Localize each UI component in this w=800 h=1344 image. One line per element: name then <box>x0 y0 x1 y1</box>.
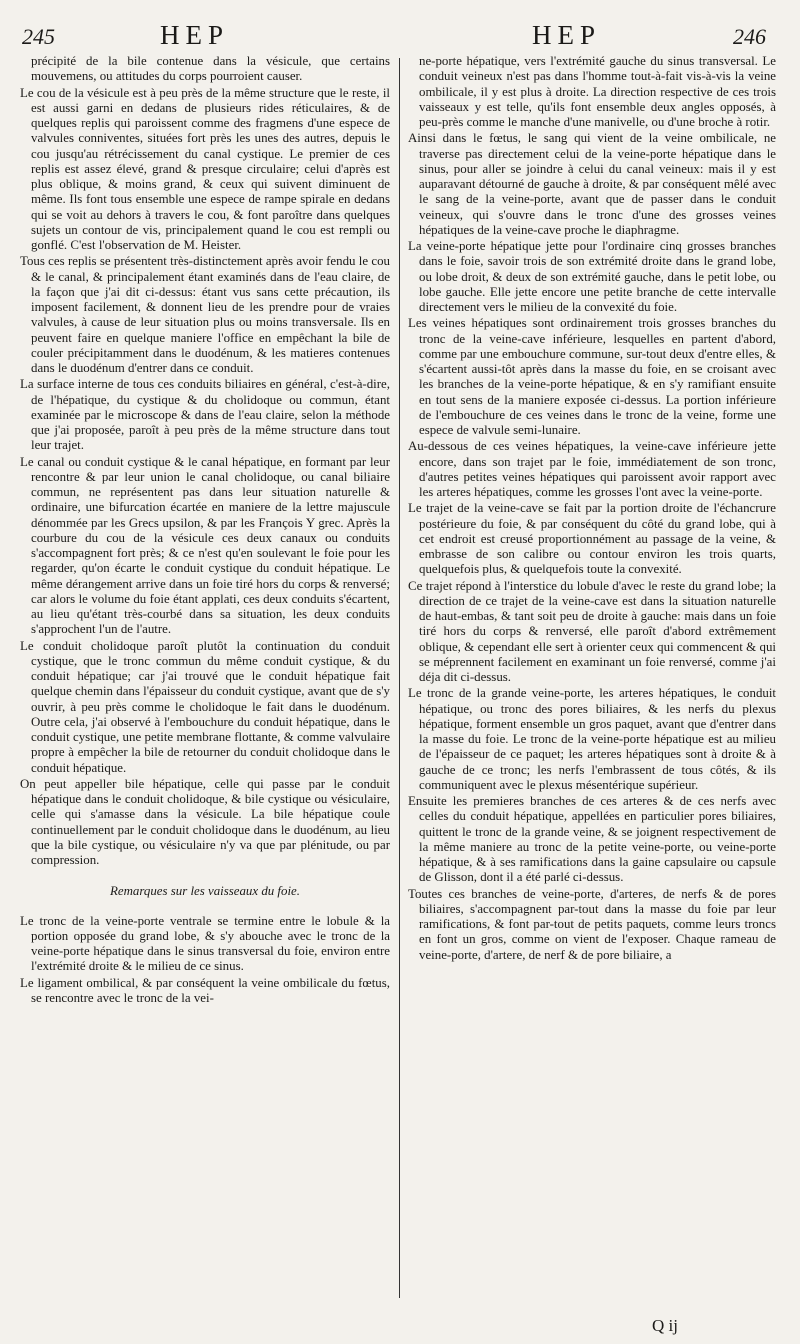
section-title: Remarques sur les vaisseaux du foie. <box>110 884 300 899</box>
paragraph: Le trajet de la veine-cave se fait par la portion droite de l'échancrure postérieure du foie, & par conséquent du côté du grand lobe, qui à cet endroit est creusé proportionnément au passage de la veine, & embrasse de son calibre ou contour environ les trois quarts, quelquefois plus, & quelquefois toute la convexité. <box>408 501 776 577</box>
left-column <box>20 54 390 1304</box>
running-header <box>0 18 800 52</box>
paragraph: ne-porte hépatique, vers l'extrémité gauche du sinus transversal. Le conduit veineux n'est pas dans l'homme tout-à-fait vis-à-vis la veine ombilicale, il y est plus à droite. La direction respective de ces trois vaisseaux y est telle, qu'ils font ensemble deux angles opposés, à peu-près comme le manche d'une manivelle, ou d'une broche à rotir. <box>419 54 776 129</box>
paragraph: Le tronc de la grande veine-porte, les arteres hépatiques, le conduit hépatique, ou tronc des pores biliaires, & les nerfs du plexus hépatique, forment ensemble un gros paquet, avant que d'entrer dans la masse du foie. Le tronc de la veine-porte hépatique est au milieu de l'épaisseur de ce paquet; les arteres hépatiques sont à droite & à gauche de ce tronc; les nerfs l'embrassent de tous côtés, & ils communiquent avec le plexus mésentérique supérieur. <box>408 686 776 792</box>
right-column <box>408 54 776 1304</box>
page-number-right: 246 <box>733 24 766 49</box>
paragraph: Tous ces replis se présentent très-distinctement après avoir fendu le cou & le canal, & principalement étant examinés dans de l'eau claire, de la façon que j'ai dit ci-dessus: étant vus sans cette précaution, ils imposent facilement, & donnent lieu de les prendre pour de vraies valvules, à cause de leur situation plus ou moins transversale. Ils en peuvent faire en quelque maniere l'office en empêchant la bile de couler précipitamment dans le duodénum, & les matieres contenues dans le duodénum d'entrer dans ce conduit. <box>20 254 390 375</box>
paragraph: Le conduit cholidoque paroît plutôt la continuation du conduit cystique, que le tronc commun du même conduit cystique, & du conduit hépatique; car j'ai trouvé que le conduit hépatique fait quelque chemin dans l'épaisseur du conduit cystique, avant que de s'y ouvrir, à peu près comme le cholidoque le fait dans le duodénum. Outre cela, j'ai observé à l'embouchure du conduit hépatique, dans le conduit cystique, une petite membrane flottante, & comme valvulaire propre à empêcher la bile de retourner du conduit cholidoque dans le conduit hépatique. <box>20 638 390 775</box>
paragraph: Le canal ou conduit cystique & le canal hépatique, en formant par leur rencontre & par leur union le canal cholidoque, ou canal biliaire commun, ne représentent pas dans leur situation naturelle & ordinaire, une bifurcation écartée en maniere de la lettre majuscule dénommée par les Grecs upsilon, & par les François Y grec. Après la courbure du cou de la vésicule ces deux canaux ou conduits s'accompagnent fort près; & ce n'est qu'en soulevant le foie pour les regarder, qu'on écarte le conduit cystique du conduit hépatique. Le même dérangement arrive dans un foie tiré hors du corps & renversé; car alors le volume du foie étant applati, ces deux conduits s'écartent, au lieu qu'étant très-courbé dans sa situation, les deux conduits s'approchent l'un de l'autre. <box>20 454 390 637</box>
paragraph: précipité de la bile contenue dans la vésicule, que certains mouvemens, ou attitudes du corps pourroient causer. <box>31 54 390 84</box>
running-title-right: HEP <box>532 20 602 50</box>
paragraph: La veine-porte hépatique jette pour l'ordinaire cinq grosses branches dans le foie, savoir trois de son extrémité droite dans le grand lobe, ou lobe droit, & deux de son extrémité gauche, dans le petit lobe, ou lobe gauche. Elle jette encore une petite branche de cette intervalle directement vers le milieu de la convexité du foie. <box>408 239 776 314</box>
paragraph: Ce trajet répond à l'interstice du lobule d'avec le reste du grand lobe; la direction de ce trajet de la veine-cave est dans la situation naturelle de haut-embas, & tant soit peu de droite à gauche: mais dans un foie tiré hors du corps & renversé, elle paroît d'abord extrêmement oblique, & cependant elle sert à orienter ceux qui commencent & qui se méprennent facilement en examinant un foie renversé, comme j'ai déja dit ci-dessus. <box>408 578 776 684</box>
paragraph: Ainsi dans le fœtus, le sang qui vient de la veine ombilicale, ne traverse pas directement celui de la veine-porte hépatique dans le sinus, pour aller se joindre à celui du canal veineux: mais il y est auparavant détourné de gauche à droite, & par conséquent mêlé avec le sang de la veine-porte, avant que de passer dans le conduit veineux, qui s'ouvre dans le tronc d'une des grosses veines hépatiques de la veine-cave proche le diaphragme. <box>408 131 776 237</box>
column-divider <box>399 58 400 1298</box>
paragraph: On peut appeller bile hépatique, celle qui passe par le conduit hépatique dans le conduit cholidoque, & bile cystique ou vésiculaire, celle qui s'amasse dans la vésicule. La bile hépatique coule continuellement par le conduit cholidoque dans le duodénum, au lieu que la bile cystique, ou vésiculaire n'y va que par plénitude, ou par compression. <box>20 776 390 867</box>
paragraph: Les veines hépatiques sont ordinairement trois grosses branches du tronc de la veine-cave inférieure, lesquelles en partent d'abord, comme par une embouchure commune, sur-tout deux d'entre elles, & s'écartent aussi-tôt après dans la masse du foie, en se croisant avec les branches de la veine-porte hépatique, & en s'y ramifiant ensuite en tout sens de la maniere exposée ci-dessus. La portion inférieure de l'embouchure de ces veines dans le tronc de la veine, forme une espece de valvule semi-lunaire. <box>408 316 776 437</box>
paragraph: Le tronc de la veine-porte ventrale se termine entre le lobule & la portion opposée du grand lobe, & s'y abouche avec le tronc de la veine-porte hépatique dans le sinus transversal du foie, environ entre l'extrémité droite & le milieu de ce sinus. <box>20 913 390 974</box>
page-number-left: 245 <box>22 24 55 49</box>
paragraph: Le cou de la vésicule est à peu près de la même structure que le reste, il est aussi garni en dedans de plusieurs rides réticulaires, & de quelques replis qui paroissent comme des fragmens d'une espece de valvules conniventes, situées fort près les unes des autres, depuis le cou jusqu'au rétrécissement du canal cystique. Le premier de ces replis est assez élevé, grand & presque circulaire; celui d'après est plus oblique, & moins grand, & ceux qui suivent diminuent de même. Ils font tous ensemble une espece de rampe spirale en dedans qui se voit au dehors à travers le cou, & font paroître dans quelques sujets un contour de vis, principalement quand le cou est rempli ou gonflé. C'est l'observation de M. Heister. <box>20 85 390 252</box>
paragraph: La surface interne de tous ces conduits biliaires en général, c'est-à-dire, de l'hépatique, du cystique & du cholidoque ou commun, étant examinée par le microscope & dans de l'eau claire, selon la méthode que j'ai proposée, paroît à peu près de la même structure dans tout leur trajet. <box>20 377 390 453</box>
paragraph: Au-dessous de ces veines hépatiques, la veine-cave inférieure jette encore, dans son trajet par le foie, immédiatement de son tronc, d'autres petites veines hépatiques qui paroissent avoir rapport avec les arteres hépatiques, comme les grosses l'ont avec la veine-porte. <box>408 439 776 499</box>
signature-mark: Q ij <box>652 1316 678 1335</box>
running-title-left: HEP <box>160 20 230 50</box>
paragraph: Le ligament ombilical, & par conséquent la veine ombilicale du fœtus, se rencontre avec le tronc de la vei- <box>20 975 390 1005</box>
paragraph: Ensuite les premieres branches de ces arteres & de ces nerfs avec celles du conduit hépatique, appellées en particulier pores biliaires, quittent le tronc de la grande veine, & se joignent respectivement de la même maniere au tronc de la petite veine-porte, ou veine-porte hépatique, & à ses ramifications dans la gaine capsulaire ou capsule de Glisson, dont il a été parlé ci-dessus. <box>408 794 776 885</box>
paragraph: Toutes ces branches de veine-porte, d'arteres, de nerfs & de pores biliaires, s'accompagnent par-tout dans la masse du foie par leur ramifications, & font par-tout de petits paquets, comme leurs troncs en font un gros, comme on vient de l'exposer. Chaque rameau de veine-porte, d'artere, de nerf & de pore biliaire, a <box>408 886 776 962</box>
